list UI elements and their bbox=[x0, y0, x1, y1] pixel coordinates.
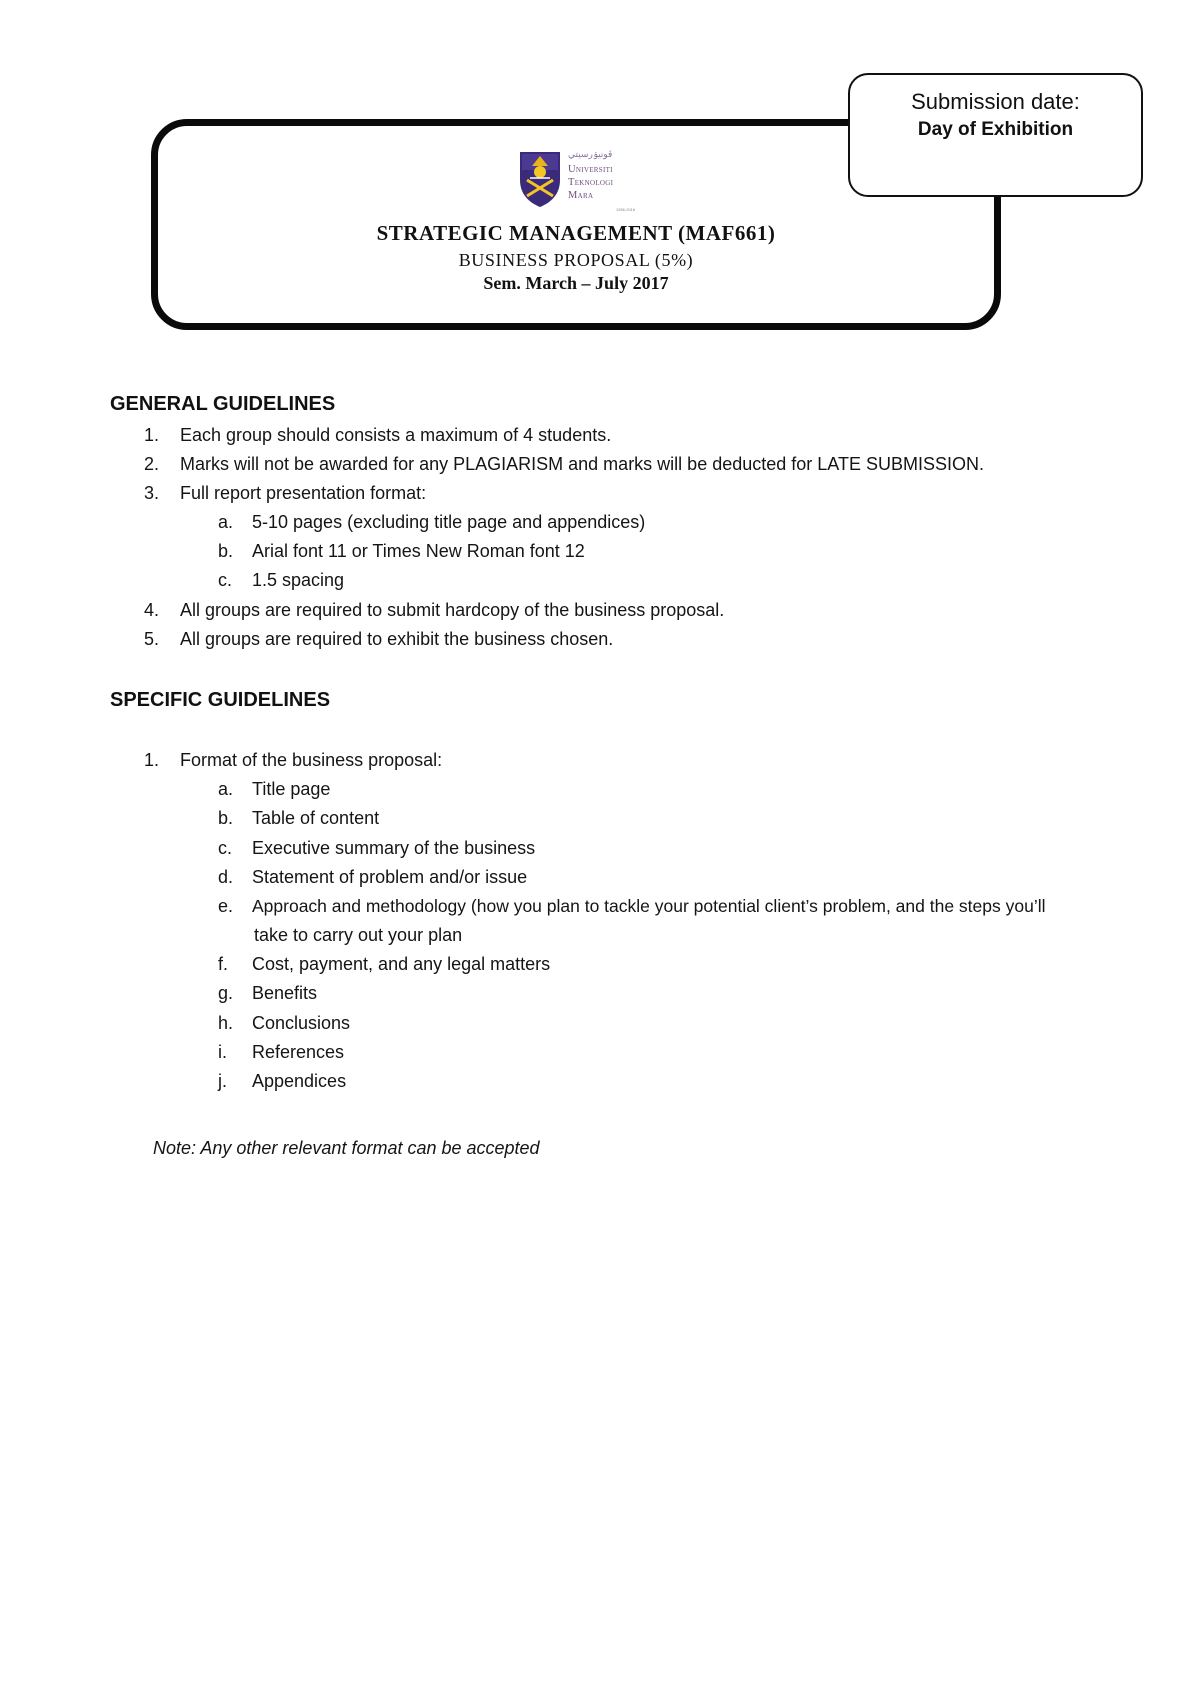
submission-label: Submission date: bbox=[911, 89, 1080, 114]
sub-list-item-text: Appendices bbox=[252, 1071, 347, 1091]
document-title: STRATEGIC MANAGEMENT (MAF661) bbox=[376, 221, 776, 245]
logo-small-text: 1956-2016 bbox=[616, 207, 636, 212]
specific-guidelines-heading: SPECIFIC GUIDELINES bbox=[110, 689, 331, 711]
list-marker: 3. bbox=[144, 483, 160, 503]
list-item-text: Format of the business proposal: bbox=[180, 750, 443, 770]
list-item-text: Marks will not be awarded for any PLAGIARISM and marks will be deducted for LATE SUBMISSION. bbox=[180, 454, 984, 474]
sub-list-marker: g. bbox=[218, 983, 234, 1003]
list-item-text: Full report presentation format: bbox=[180, 483, 427, 503]
list-item-text: Each group should consists a maximum of 4 students. bbox=[180, 425, 612, 445]
list-marker: 1. bbox=[144, 425, 160, 445]
sub-list-marker: e. bbox=[218, 896, 234, 916]
sub-list-marker: c. bbox=[218, 838, 233, 858]
logo-line-1: Universiti bbox=[568, 164, 613, 175]
sub-list-marker: f. bbox=[218, 954, 229, 974]
sub-list-item-text: 1.5 spacing bbox=[252, 570, 345, 590]
sub-list-item-text: Executive summary of the business bbox=[252, 838, 536, 858]
document-semester: Sem. March – July 2017 bbox=[483, 273, 669, 293]
list-marker: 1. bbox=[144, 750, 160, 770]
submission-value: Day of Exhibition bbox=[917, 119, 1074, 140]
sub-list-marker: d. bbox=[218, 867, 234, 887]
crest-icon bbox=[518, 150, 562, 208]
list-marker: 4. bbox=[144, 600, 160, 620]
sub-list-marker: b. bbox=[218, 541, 234, 561]
sub-list-marker: j. bbox=[218, 1071, 227, 1091]
logo-arabic-text: ڤونيۏرسيتي bbox=[568, 150, 613, 160]
logo-university-name bbox=[568, 163, 613, 202]
logo-line-2: Teknologi bbox=[568, 177, 614, 188]
sub-list-item-text: Benefits bbox=[252, 983, 318, 1003]
format-note: Note: Any other relevant format can be accepted bbox=[153, 1138, 540, 1158]
submission-date-box bbox=[848, 73, 1143, 197]
sub-list-item-text: take to carry out your plan bbox=[254, 925, 463, 945]
list-marker: 2. bbox=[144, 454, 160, 474]
sub-list-marker: h. bbox=[218, 1013, 234, 1033]
sub-list-marker: b. bbox=[218, 808, 234, 828]
sub-list-item-text: Statement of problem and/or issue bbox=[252, 867, 528, 887]
document-subtitle: BUSINESS PROPOSAL (5%) bbox=[458, 250, 694, 270]
logo-line-3: Mara bbox=[568, 190, 594, 201]
list-marker: 5. bbox=[144, 629, 160, 649]
sub-list-item-text: Arial font 11 or Times New Roman font 12 bbox=[252, 541, 585, 561]
list-item-text: All groups are required to submit hardcopy of the business proposal. bbox=[180, 600, 725, 620]
list-item-text: All groups are required to exhibit the business chosen. bbox=[180, 629, 614, 649]
sub-list-marker: c. bbox=[218, 570, 233, 590]
sub-list-item-text: 5-10 pages (excluding title page and appendices) bbox=[252, 512, 646, 532]
sub-list-item-text: Cost, payment, and any legal matters bbox=[252, 954, 551, 974]
sub-list-item-text: Title page bbox=[252, 779, 331, 799]
sub-list-marker: i. bbox=[218, 1042, 227, 1062]
sub-list-item-text: References bbox=[252, 1042, 345, 1062]
sub-list-marker: a. bbox=[218, 512, 234, 532]
sub-list-item-text: Table of content bbox=[252, 808, 380, 828]
sub-list-item-text: Conclusions bbox=[252, 1013, 351, 1033]
sub-list-item-text: Approach and methodology (how you plan to tackle your potential client’s problem, and the steps you’ll bbox=[252, 896, 1046, 916]
general-guidelines-heading: GENERAL GUIDELINES bbox=[110, 393, 336, 415]
university-logo bbox=[518, 150, 642, 212]
sub-list-marker: a. bbox=[218, 779, 234, 799]
